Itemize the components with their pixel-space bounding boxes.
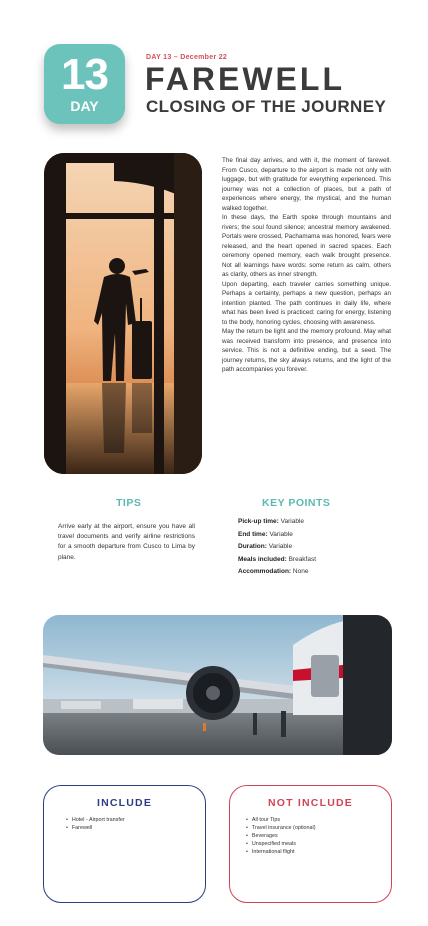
- day-label: DAY: [70, 98, 99, 114]
- key-point-value: Variable: [280, 518, 304, 525]
- include-title: INCLUDE: [96, 797, 153, 809]
- not-include-item: • Beverages: [246, 833, 391, 841]
- not-include-box: [229, 785, 392, 903]
- key-point-value: Breakfast: [288, 555, 317, 563]
- tips-text: Arrive early at the airport, ensure you have all travel documents and verify airline restrictions for a smooth departure from Cusco to Lima by plane.: [58, 523, 195, 561]
- key-point-value: None: [292, 568, 309, 575]
- day-date: DAY 13 – December 22: [146, 54, 228, 61]
- key-point-value: Variable: [269, 530, 293, 538]
- not-include-item: • All tour Tips: [246, 817, 391, 825]
- story-paragraph: In these days, the Earth spoke through mountains and rivers; the soul found silence; ancestral memory awakened. Portals were crossed, Pachamama was honored, fears were released, and the heart opened in sacred spaces. Each ceremony opened memory, each walk brought presence. Not all learnings have words: some return as calm, others as clarity, others as inner strength.: [222, 214, 391, 278]
- key-point-item: [238, 516, 316, 529]
- not-include-item: • Travel insurance (optional): [246, 825, 391, 833]
- not-include-list: [246, 817, 391, 857]
- include-box: [43, 785, 206, 903]
- day-number: 13: [61, 50, 108, 99]
- airplane-photo: [43, 615, 392, 755]
- key-point-item: [238, 529, 316, 542]
- story-paragraph: Upon departing, each traveler carries something unique. Perhaps a certainty, perhaps a new question, perhaps an intention planted. The path continues in daily life, where what has been lived is practiced: caring for energy, listening to the body, honoring cycles, choosing with awareness.: [222, 280, 391, 326]
- page-title: FAREWELL: [145, 61, 345, 97]
- not-include-title: NOT INCLUDE: [268, 797, 353, 809]
- airport-traveler-photo: [44, 153, 202, 474]
- not-include-item: • International flight: [246, 849, 391, 857]
- key-point-item: [238, 566, 316, 579]
- page-subtitle: CLOSING OF THE JOURNEY: [146, 97, 387, 116]
- key-point-label: Meals included:: [238, 555, 287, 563]
- not-include-item: • Unspecified meals: [246, 841, 391, 849]
- story-text: [222, 156, 391, 375]
- include-list: [66, 817, 205, 833]
- key-point-label: Duration:: [238, 543, 267, 550]
- key-point-label: Accommodation:: [238, 568, 292, 575]
- tips-heading: TIPS: [116, 497, 142, 509]
- key-point-label: End time:: [238, 530, 268, 538]
- include-item: • Hotel - Airport transfer: [66, 817, 205, 825]
- key-points-list: [238, 516, 316, 579]
- key-point-item: [238, 554, 316, 567]
- key-point-item: [238, 541, 316, 554]
- key-points-heading: KEY POINTS: [262, 497, 331, 509]
- story-paragraph: May the return be light and the memory profound. May what was received transform into presence, and presence into service. This is not a definitive ending, but a seed. The journey returns, the sky always returns, and the light of the path accompanies you forever.: [222, 328, 391, 373]
- key-point-label: Pick-up time:: [238, 518, 279, 525]
- include-item: • Farewell: [66, 825, 205, 833]
- story-paragraph: The final day arrives, and with it, the moment of farewell. From Cusco, departure to the airport is made not only with luggage, but with gratitude for everything experienced. This journey was not a collection of places, but a path of experiences where energy, the mystical, and the human walked together.: [222, 157, 391, 212]
- day-badge: [44, 44, 125, 124]
- key-point-value: Variable: [268, 543, 293, 550]
